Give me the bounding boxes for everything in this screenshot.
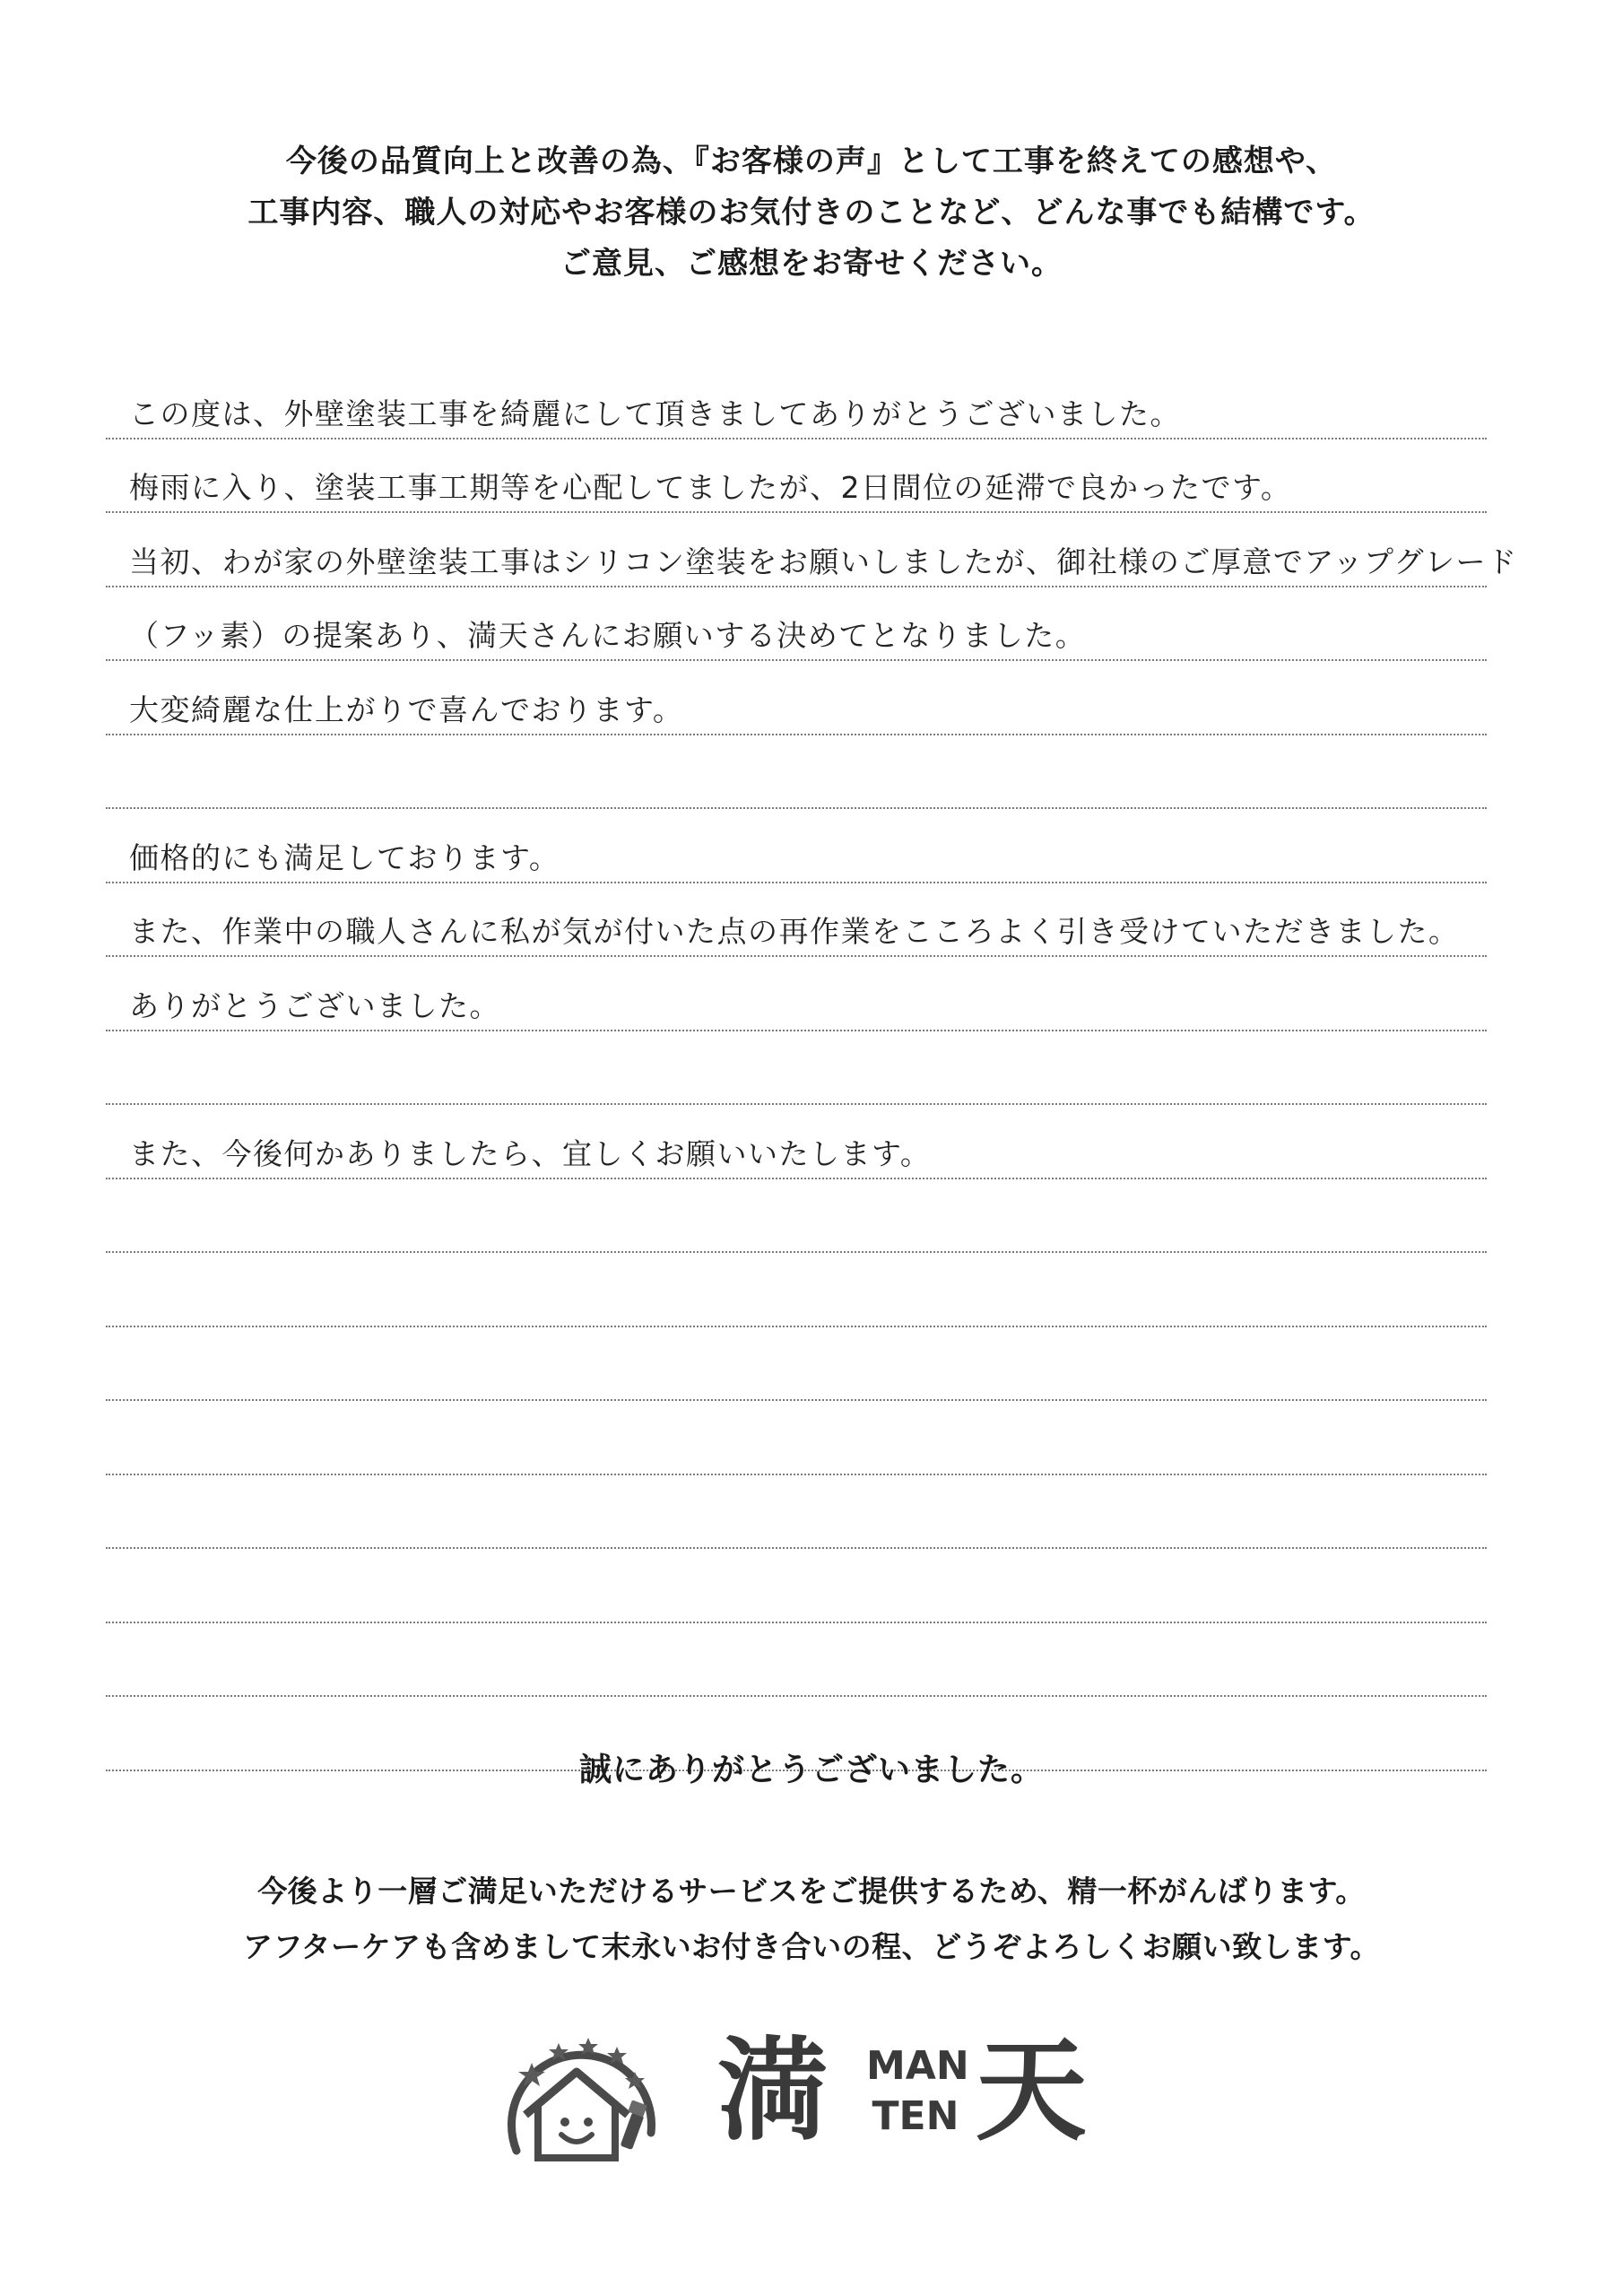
- thank-you-heading: 誠にありがとうございました。: [578, 1752, 1044, 1788]
- intro-line: 今後の品質向上と改善の為、『お客様の声』として工事を終えての感想や、: [285, 144, 1338, 179]
- ruled-line: [106, 883, 1487, 958]
- handwritten-text: 当初、わが家の外壁塗装工事はシリコン塗装をお願いしましたが、御社様のご厚意でアップグレード: [129, 544, 1518, 579]
- handwritten-text: （フッ素）の提案あり、満天さんにお願いする決めてとなりました。: [129, 618, 1087, 653]
- handwritten-text: また、作業中の職人さんに私が気が付いた点の再作業をこころよく引き受けていただきました。: [129, 914, 1460, 949]
- ruled-line: [106, 439, 1487, 514]
- ruled-line: [106, 1475, 1487, 1550]
- logo-kanji-ten: 天: [976, 2027, 1088, 2156]
- ruled-line: [106, 365, 1487, 439]
- ruled-line: [106, 1623, 1487, 1698]
- intro-line: 工事内容、職人の対応やお客様のお気付きのことなど、どんな事でも結構です。: [247, 195, 1376, 230]
- handwritten-text: ありがとうございました。: [129, 987, 500, 1023]
- ruled-line: [106, 1401, 1487, 1475]
- handwritten-letter: [106, 365, 1518, 1771]
- handwritten-text: 梅雨に入り、塗装工事工期等を心配してましたが、2日間位の延滞で良かったです。: [129, 470, 1292, 505]
- handwritten-text: また、今後何かありましたら、宜しくお願いいたします。: [129, 1135, 932, 1171]
- logo-roman-ten: TEN: [872, 2093, 959, 2139]
- ruled-line: [106, 1549, 1487, 1623]
- ruled-line: [106, 809, 1487, 883]
- handwritten-text: 大変綺麗な仕上がりで喜んでおります。: [129, 691, 684, 727]
- handwritten-text: この度は、外壁塗装工事を綺麗にして頂きましてありがとうございました。: [129, 396, 1181, 431]
- house-star-logo-icon: [491, 2016, 671, 2169]
- logo-roman-man: MAN: [866, 2043, 969, 2089]
- handwritten-text: 価格的にも満足しております。: [129, 839, 560, 875]
- logo-kanji-man: 満: [717, 2027, 829, 2156]
- ruled-line: [106, 735, 1487, 810]
- intro-message: [0, 136, 1623, 290]
- closing-message: [0, 1864, 1623, 1975]
- ruled-line: [106, 1105, 1487, 1179]
- ruled-line: [106, 513, 1518, 587]
- intro-line: ご意見、ご感想をお寄せください。: [560, 246, 1063, 282]
- ruled-line: [106, 587, 1487, 662]
- manten-logo: [491, 2016, 1119, 2169]
- ruled-line: [106, 1179, 1487, 1254]
- ruled-line: [106, 1253, 1487, 1327]
- ruled-line: [106, 661, 1487, 735]
- closing-line: 今後より一層ご満足いただけるサービスをご提供するため、精一杯がんばります。: [257, 1874, 1366, 1909]
- ruled-line: [106, 1327, 1487, 1402]
- ruled-line: [106, 957, 1487, 1031]
- closing-line: アフターケアも含めまして末永いお付き合いの程、どうぞよろしくお願い致します。: [242, 1929, 1381, 1964]
- logo-roman-text: [866, 2041, 969, 2142]
- ruled-line: [106, 1031, 1487, 1106]
